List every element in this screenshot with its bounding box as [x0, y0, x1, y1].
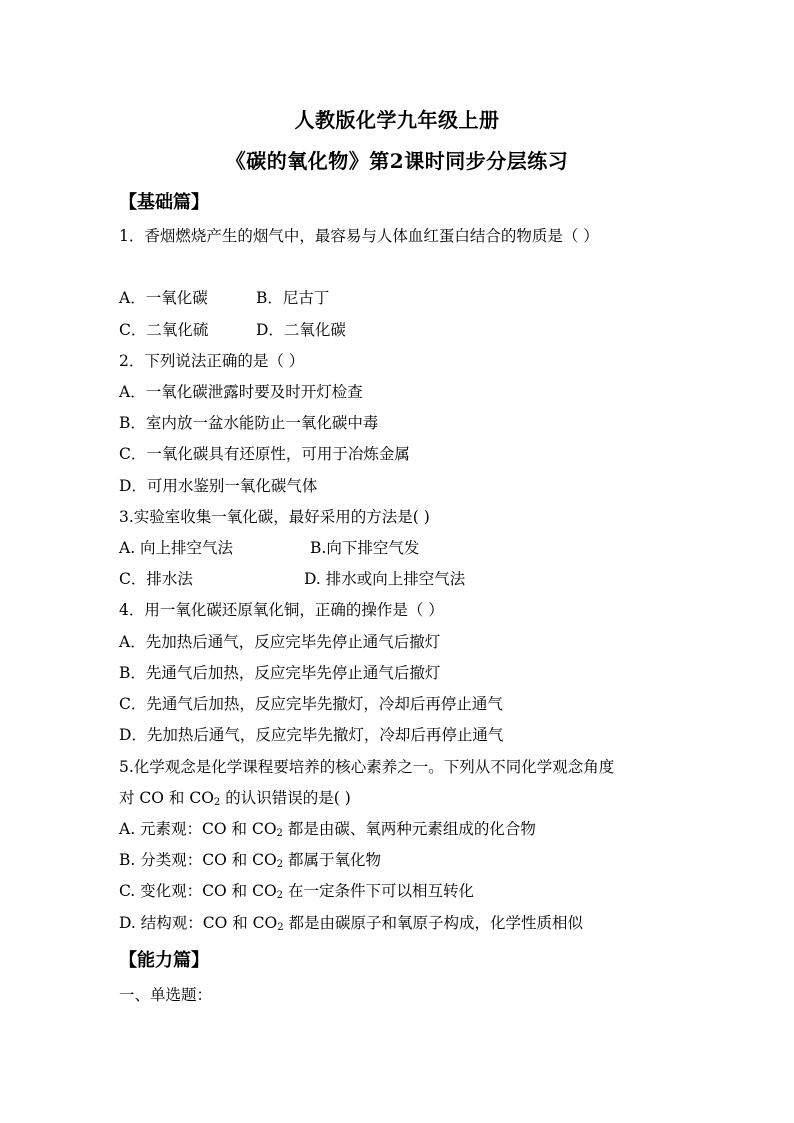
option-c-text-end: 在一定条件下可以相互转化	[283, 882, 474, 900]
option-b-text: B. 分类观：CO 和 CO	[119, 851, 277, 869]
question-1-stem: 1．香烟燃烧产生的烟气中，最容易与人体血红蛋白结合的物质是（ ）	[119, 227, 599, 245]
question-4-option-a: A．先加热后通气，反应完毕先停止通气后撤灯	[119, 633, 441, 651]
subscript-2: 2	[277, 922, 284, 933]
question-5-stem-line-2	[119, 788, 351, 808]
question-1-option-a: A．一氧化碳	[119, 289, 208, 307]
section-heading-ability: 【能力篇】	[119, 950, 209, 971]
question-1-option-d: D．二氧化碳	[256, 321, 346, 339]
question-1-option-c: C．二氧化硫	[119, 321, 209, 339]
question-5-stem-text: 对 CO 和 CO	[119, 789, 214, 807]
question-1-option-b: B．尼古丁	[256, 289, 330, 307]
question-5-option-a	[119, 819, 536, 839]
question-3-option-c: C．排水法	[119, 570, 193, 588]
question-2-option-b: B．室内放一盆水能防止一氧化碳中毒	[119, 414, 379, 432]
question-5-option-b	[119, 850, 381, 870]
question-2-option-d: D．可用水鉴别一氧化碳气体	[119, 477, 318, 495]
subscript-2: 2	[213, 797, 221, 808]
question-2-stem: 2．下列说法正确的是（ ）	[119, 352, 305, 370]
question-2-option-a: A．一氧化碳泄露时要及时开灯检查	[119, 383, 363, 401]
question-3-option-a: A. 向上排空气法	[119, 539, 234, 557]
option-b-text-end: 都属于氧化物	[283, 851, 382, 869]
question-4-option-d: D．先加热后通气，反应完毕先撤灯，冷却后再停止通气	[119, 726, 504, 744]
option-c-text: C. 变化观：CO 和 CO	[119, 882, 277, 900]
question-2-option-c: C．一氧化碳具有还原性，可用于冶炼金属	[119, 445, 410, 463]
question-5-stem-line-1: 5.化学观念是化学课程要培养的核心素养之一。下列从不同化学观念角度	[119, 758, 615, 776]
question-4-stem: 4．用一氧化碳还原氧化铜，正确的操作是（ ）	[119, 601, 444, 619]
section-heading-basic: 【基础篇】	[119, 192, 209, 213]
subscript-2: 2	[276, 828, 283, 839]
question-3-stem: 3.实验室收集一氧化碳，最好采用的方法是( )	[119, 508, 430, 526]
question-4-option-c: C．先通气后加热，反应完毕先撤灯，冷却后再停止通气	[119, 695, 503, 713]
question-3-option-d: D. 排水或向上排空气法	[304, 570, 466, 588]
option-d-text-end: 都是由碳原子和氧原子构成，化学性质相似	[283, 914, 584, 932]
document-title: 人教版化学九年级上册	[294, 108, 500, 132]
option-a-text: A. 元素观：CO 和 CO	[119, 820, 277, 838]
option-d-text: D. 结构观：CO 和 CO	[119, 914, 278, 932]
question-3-option-b: B.向下排空气发	[310, 539, 420, 557]
option-a-text-end: 都是由碳、氧两种元素组成的化合物	[282, 820, 536, 838]
subscript-2: 2	[276, 859, 284, 870]
question-5-option-d	[119, 913, 583, 933]
part-heading-single-choice: 一、单选题：	[119, 986, 213, 1004]
document-subtitle: 《碳的氧化物》第2课时同步分层练习	[225, 149, 569, 173]
subscript-2: 2	[276, 890, 284, 901]
question-4-option-b: B．先通气后加热，反应完毕先停止通气后撤灯	[119, 664, 441, 682]
question-5-stem-text-end: 的认识错误的是( )	[220, 789, 351, 807]
question-5-option-c	[119, 881, 474, 901]
